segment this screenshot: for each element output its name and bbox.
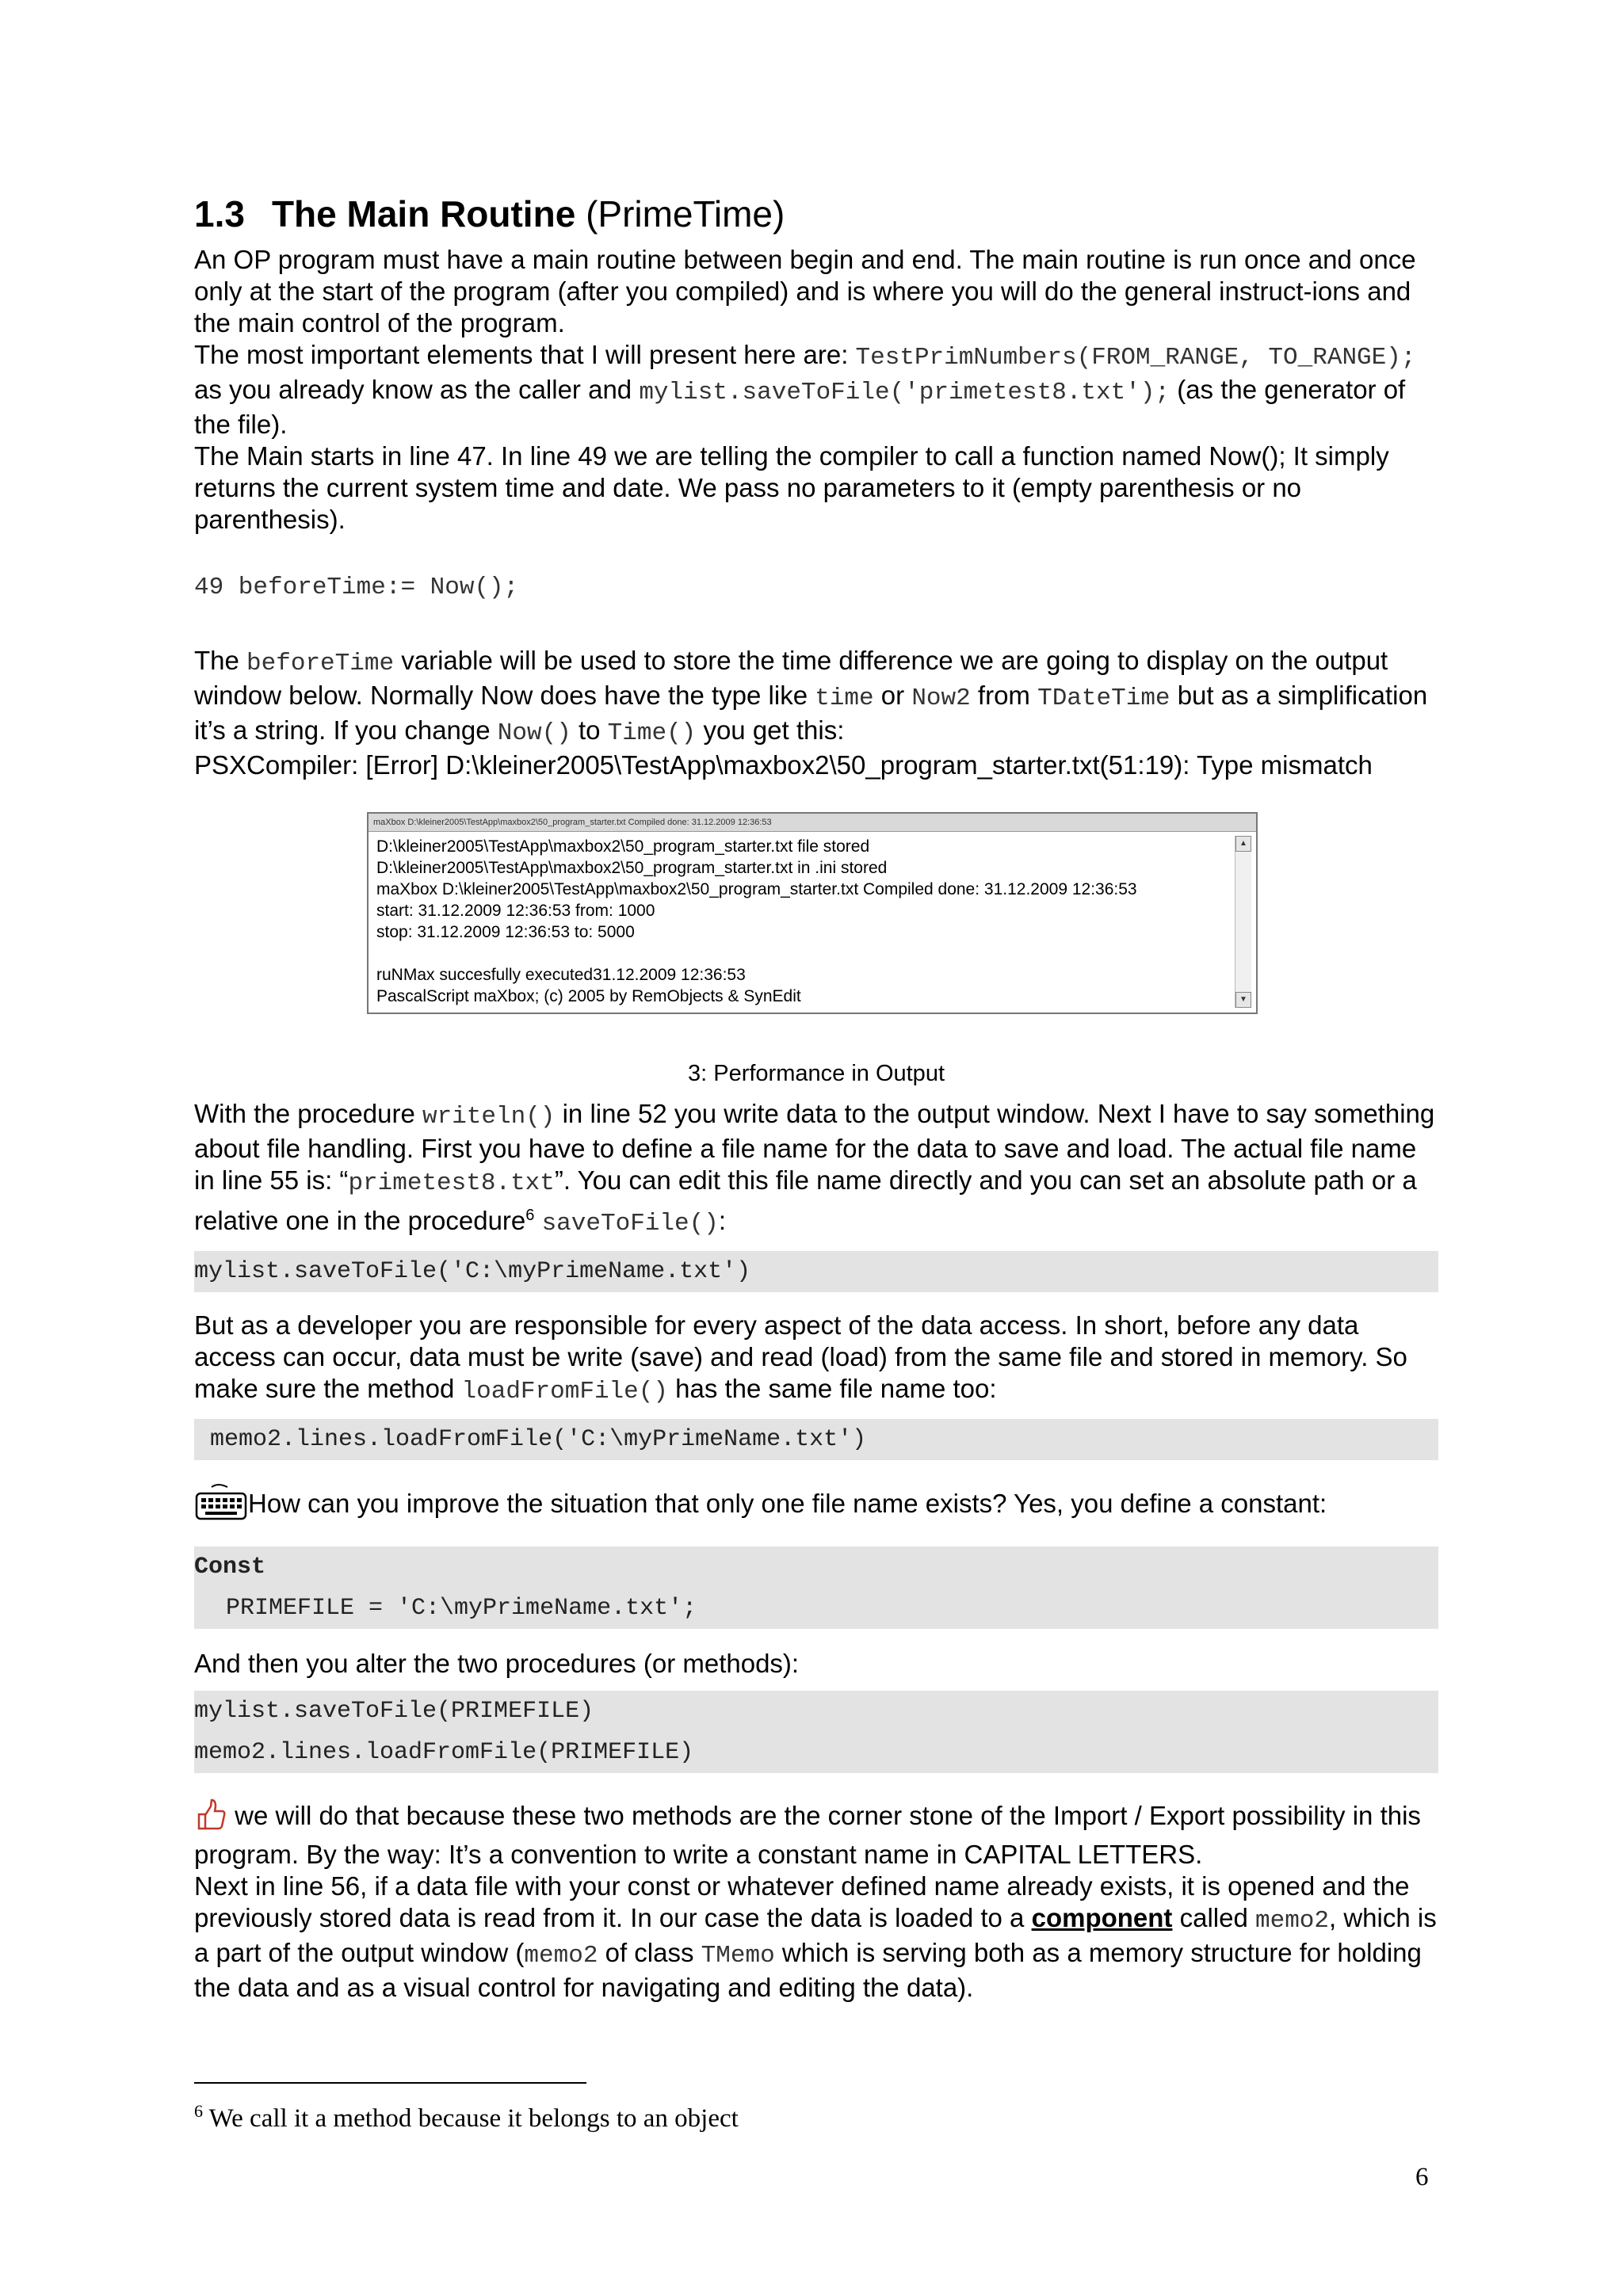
paragraph-before-time: The beforeTime variable will be used to store the time difference we are going to display on the output window below. Normally Now does have the type like time or Now2 from TDateTime but as a simplification it’s a string. If you change Now() to Time() you get this: bbox=[194, 646, 1428, 747]
page-content bbox=[194, 190, 1438, 2004]
page-number: 6 bbox=[1415, 2163, 1429, 2191]
scroll-up-icon[interactable]: ▲ bbox=[1235, 836, 1251, 852]
section-title: The Main Routine bbox=[271, 193, 576, 235]
output-line: D:\kleiner2005\TestApp\maxbox2\50_program_starter.txt in .ini stored bbox=[376, 859, 888, 877]
paragraph-elements: The most important elements that I will present here are: TestPrimNumbers(FROM_RANGE, TO_RANGE); as you already know as the caller and mylist.saveToFile('primetest8.txt'); (as the generator of the file). bbox=[194, 340, 1416, 439]
figure-caption: 3: Performance in Output bbox=[688, 1061, 945, 1086]
output-line: PascalScript maXbox; (c) 2005 by RemObjects & SynEdit bbox=[376, 987, 801, 1005]
paragraph-improve: How can you improve the situation that only one file name exists? Yes, you define a constant: bbox=[194, 1482, 1438, 1529]
paragraph-data-access: But as a developer you are responsible for every aspect of the data access. In short, before any data access can occur, data must be write (save) and read (load) from the same file and stored in memory. So make sure the method loadFromFile() has the same file name too: bbox=[194, 1310, 1407, 1405]
scroll-down-icon[interactable]: ▼ bbox=[1235, 992, 1251, 1008]
code-block-alter: mylist.saveToFile(PRIMEFILE) memo2.lines.loadFromFile(PRIMEFILE) bbox=[194, 1691, 1438, 1773]
paragraph-alter: And then you alter the two procedures (or methods): bbox=[194, 1649, 800, 1678]
footnote-ref: 6 bbox=[525, 1207, 535, 1224]
output-window-screenshot bbox=[367, 812, 1258, 1014]
paragraph-line56: Next in line 56, if a data file with your const or whatever defined name already exists, it is opened and the previously stored data is read from it. In our case the data is loaded to a component called memo2, which is a part of the output window (memo2 of class TMemo which is serving both as a memory structure for holding the data and as a visual control for navigating and editing the data). bbox=[194, 1871, 1437, 2002]
output-window-text bbox=[376, 836, 1232, 1008]
paragraph-intro: An OP program must have a main routine between begin and end. The main routine is run once and once only at the start of the program (after you compiled) and is where you will do the general instruct-ions and the main control of the program. bbox=[194, 245, 1416, 338]
thumbs-up-icon bbox=[194, 1797, 227, 1839]
code-inline: TestPrimNumbers(FROM_RANGE, TO_RANGE); bbox=[855, 344, 1416, 372]
paragraph-main-start: The Main starts in line 47. In line 49 we are telling the compiler to call a function named Now(); It simply returns the current system time and date. We pass no parameters to it (empty parenthesis or no parenthesis). bbox=[194, 441, 1389, 534]
output-line: stop: 31.12.2009 12:36:53 to: 5000 bbox=[376, 923, 635, 941]
code-inline: mylist.saveToFile('primetest8.txt'); bbox=[639, 379, 1170, 406]
section-heading bbox=[194, 190, 1438, 238]
paragraph-convention: we will do that because these two methods are the corner stone of the Import / Export possibility in this program. By the way: It’s a convention to write a constant name in CAPITAL LETTERS. bbox=[194, 1797, 1438, 1871]
section-number: 1.3 bbox=[194, 193, 245, 235]
code-block-const: Const PRIMEFILE = 'C:\myPrimeName.txt'; bbox=[194, 1547, 1438, 1629]
code-block-load: memo2.lines.loadFromFile('C:\myPrimeName.txt') bbox=[194, 1419, 1438, 1460]
output-window-titlebar: maXbox D:\kleiner2005\TestApp\maxbox2\50_program_starter.txt Compiled done: 31.12.2009 12:36:53 bbox=[369, 814, 1256, 832]
footnote: $^6$ We call it a method because it belongs to an object bbox=[194, 2101, 739, 2133]
output-line: ruNMax succesfully executed31.12.2009 12:36:53 bbox=[376, 966, 746, 984]
compiler-error-line: PSXCompiler: [Error] D:\kleiner2005\TestApp\maxbox2\50_program_starter.txt(51:19): Type mismatch bbox=[194, 750, 1373, 780]
keyboard-icon bbox=[194, 1482, 248, 1529]
output-line bbox=[376, 943, 1232, 964]
output-line: D:\kleiner2005\TestApp\maxbox2\50_program_starter.txt file stored bbox=[376, 837, 870, 856]
paragraph-writeln: With the procedure writeln() in line 52 you write data to the output window. Next I have to say something about file handling. First you have to define a file name for the data to save and load. The actual file name in line 55 is: “primetest8.txt”. You can edit this file name directly and you can set an absolute path or a relative one in the procedure$^6$ saveToFile(): bbox=[194, 1099, 1435, 1238]
section-subtitle: (PrimeTime) bbox=[586, 193, 785, 235]
component-link[interactable]: component bbox=[1031, 1903, 1173, 1932]
code-block-save: mylist.saveToFile('C:\myPrimeName.txt') bbox=[194, 1251, 1438, 1292]
output-scrollbar[interactable] bbox=[1235, 836, 1251, 1008]
output-line: start: 31.12.2009 12:36:53 from: 1000 bbox=[376, 902, 655, 920]
code-line-49: 49 beforeTime:= Now(); bbox=[194, 574, 519, 601]
output-line: maXbox D:\kleiner2005\TestApp\maxbox2\50_program_starter.txt Compiled done: 31.12.2009 12:36:53 bbox=[376, 880, 1137, 898]
footnote-rule bbox=[194, 2082, 586, 2084]
